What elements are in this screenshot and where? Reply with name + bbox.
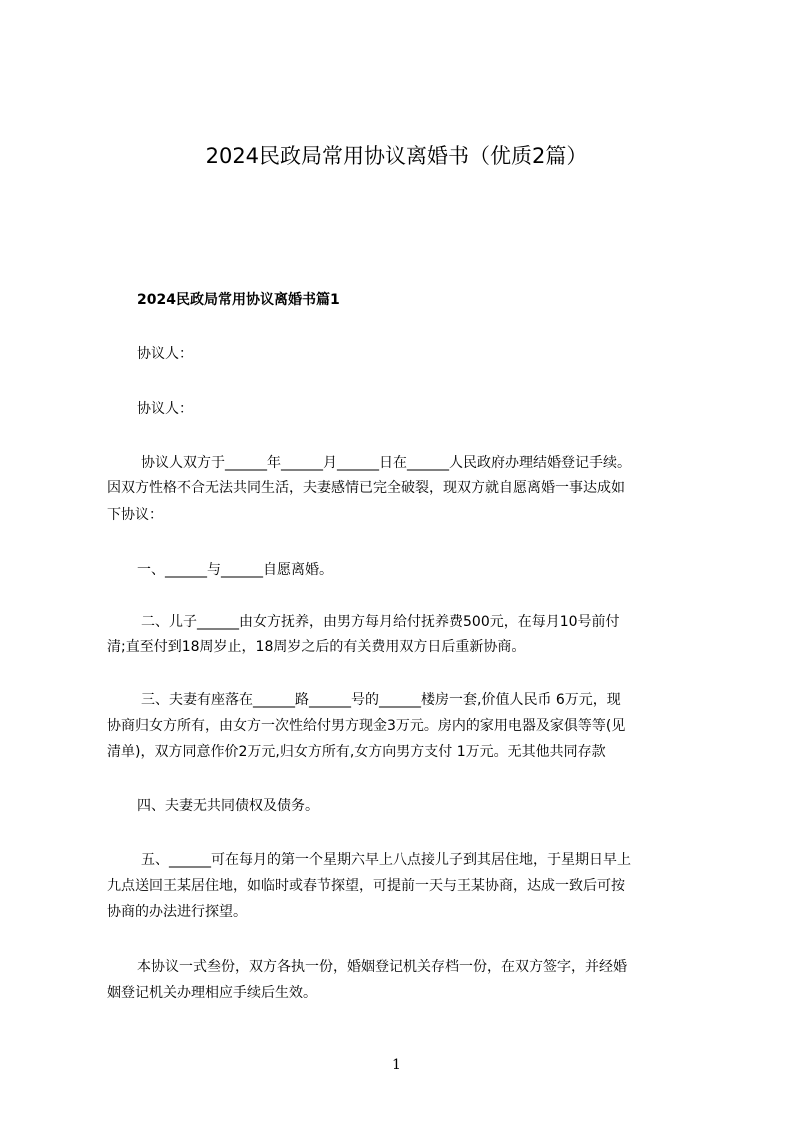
closing-line: 姻登记机关办理相应手续后生效。 [107, 985, 317, 1001]
clause-5-line: 协商的办法进行探望。 [107, 904, 247, 920]
section-heading: 2024民政局常用协议离婚书篇1 [137, 292, 340, 308]
clause-1-line: 一、______与______自愿离婚。 [137, 562, 333, 578]
clause-2-line: 二、儿子______由女方抚养，由男方每月给付抚养费500元，在每月10号前付 [141, 614, 620, 630]
clause-5-line: 五、______可在每月的第一个星期六早上八点接儿子到其居住地，于星期日早上 [141, 852, 631, 868]
clause-5-line: 九点送回王某居住地，如临时或春节探望，可提前一天与王某协商，达成一致后可按 [107, 878, 625, 894]
intro-line: 下协议： [107, 507, 163, 523]
party-1-label: 协议人： [137, 346, 193, 362]
document-title: 2024民政局常用协议离婚书（优质2篇） [205, 144, 588, 168]
intro-line: 协议人双方于______年______月______日在______人民政府办理结婚登记手续。 [141, 455, 631, 471]
party-2-label: 协议人： [137, 401, 193, 417]
clause-3-line: 三、夫妻有座落在______路______号的______楼房一套,价值人民币 6万元，现 [141, 692, 621, 708]
clause-2-line: 清;直至付到18周岁止，18周岁之后的有关费用双方日后重新协商。 [107, 639, 526, 655]
closing-line: 本协议一式叁份，双方各执一份，婚姻登记机关存档一份，在双方签字，并经婚 [137, 959, 627, 975]
page-number: 1 [392, 1057, 401, 1073]
clause-4-line: 四、夫妻无共同债权及债务。 [137, 798, 319, 814]
clause-3-line: 协商归女方所有，由女方一次性给付男方现金3万元。房内的家用电器及家俱等等(见 [107, 718, 626, 734]
clause-3-line: 清单)，双方同意作价2万元,归女方所有,女方向男方支付 1万元。无其他共同存款 [107, 744, 606, 760]
intro-line: 因双方性格不合无法共同生活，夫妻感情已完全破裂，现双方就自愿离婚一事达成如 [107, 480, 625, 496]
